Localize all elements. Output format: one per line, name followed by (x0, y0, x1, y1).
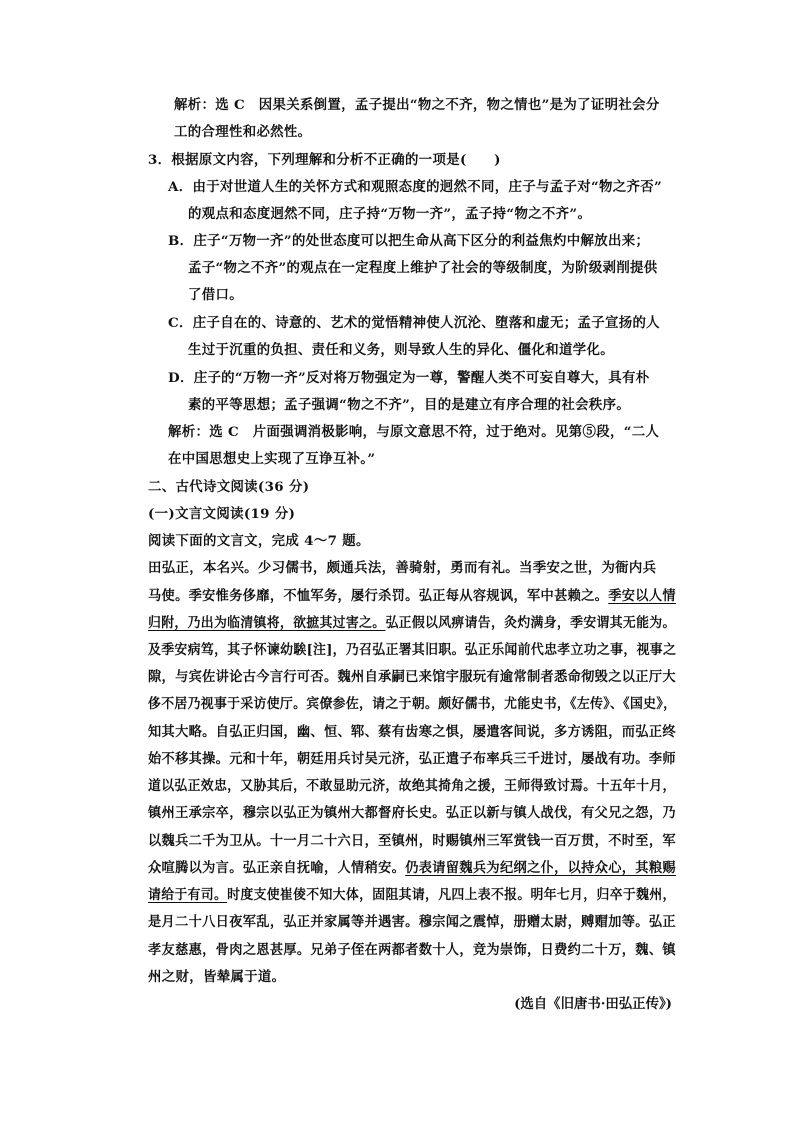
question3-stem: 3．根据原文内容，下列理解和分析不正确的一项是( ) (148, 152, 501, 168)
question3-option-a-line2: 的观点和态度迥然不同，庄子持“万物一齐”，孟子持“物之不齐”。 (188, 206, 592, 222)
question3-option-c-line1: C．庄子自在的、诗意的、艺术的觉悟精神使人沉沦、堕落和虚无；孟子宣扬的人 (168, 315, 660, 331)
passage-source: (选自《旧唐书·田弘正传》) (514, 996, 672, 1012)
underlined-sentence-1-start: 季安以人情 (608, 588, 676, 604)
passage-line-6: 侈不居乃视事于采访使厅。宾僚参佐，请之于朝。颇好儒书，尤能史书，《左传》、《国史》， (148, 696, 677, 712)
passage-line-10: 镇州王承宗卒，穆宗以弘正为镇州大都督府长史。弘正以新与镇人战伐，有父兄之怨，乃 (148, 805, 676, 821)
question3-option-d-line1: D．庄子的“万物一齐”反对将万物强定为一尊，警醒人类不可妄自尊大，具有朴 (168, 370, 650, 386)
passage-line-12 (148, 858, 676, 878)
passage-line-11: 以魏兵二千为卫从。十一月二十六日，至镇州，时赐镇州三军赏钱一百万贯，不时至，军 (148, 833, 676, 849)
passage-line-7: 知其大略。自弘正归国，幽、恒、郓、蔡有齿寒之惧，屡遣客间说，多方诱阻，而弘正终 (148, 724, 676, 740)
question3-option-b-line1: B．庄子“万物一齐”的处世态度可以把生命从高下区分的利益焦灼中解放出来； (168, 233, 650, 249)
passage-line-2 (148, 586, 676, 606)
analysis-q2-line2: 工的合理性和必然性。 (174, 124, 312, 140)
passage-line-16: 州之财，皆辇属于道。 (148, 969, 286, 985)
question3-option-d-line2: 素的平等思想；孟子强调“物之不齐”，目的是建立有序合理的社会秩序。 (188, 397, 631, 413)
passage-line-5: 隙，与宾佐讲论古今言行可否。魏州自承嗣已来馆宇服玩有逾常制者悉命彻毁之以正厅大 (148, 669, 676, 685)
passage-line-8: 始不移其操。元和十年，朝廷用兵讨吴元济，弘正遣子布率兵三千进讨，屡战有功。李师 (148, 751, 676, 767)
question3-analysis-line2: 在中国思想史上实现了互诤互补。” (168, 451, 376, 467)
section-heading: 二、古代诗文阅读(36 分) (148, 479, 310, 495)
subsection-heading: (一)文言文阅读(19 分) (148, 506, 296, 522)
passage-line-1: 田弘正，本名兴。少习儒书，颇通兵法，善骑射，勇而有礼。当季安之世，为衙内兵 (148, 560, 657, 576)
question3-option-b-line3: 了借口。 (188, 287, 243, 303)
passage-line-3 (148, 613, 676, 633)
question3-option-a-line1: A．由于对世道人生的关怀方式和观照态度的迥然不同，庄子与孟子对“物之齐否” (168, 179, 663, 195)
passage-line-4: 及季安病笃，其子怀谏幼騃[注]，乃召弘正署其旧职。弘正乐闻前代忠孝立功之事，视事之 (148, 642, 677, 658)
passage-line-13 (148, 885, 676, 905)
analysis-q2-line1: 解析：选 C 因果关系倒置，孟子提出“物之不齐，物之情也”是为了证明社会分 (174, 97, 660, 113)
question3-option-c-line2: 生过于沉重的负担、责任和义务，则导致人生的异化、僵化和道学化。 (188, 342, 614, 358)
question3-option-b-line2: 孟子“物之不齐”的观点在一定程度上维护了社会的等级制度，为阶级剥削提供 (188, 260, 658, 276)
passage-text: 众喧腾以为言。弘正亲自抚喻，人情稍安。 (148, 860, 406, 876)
passage-text: 弘正假以风痹请告，灸灼满身，季安谓其无能为。 (385, 615, 676, 631)
passage-line-15: 孝友慈惠，骨肉之恩甚厚。兄弟子侄在两都者数十人，竞为崇饰，日费约二十万，魏、镇 (148, 942, 676, 958)
underlined-sentence-2-start: 仍表请留魏兵为纪纲之仆，以持众心，其粮赐 (405, 860, 676, 876)
passage-line-14: 是月二十八日夜军乱，弘正并家属等并遇害。穆宗闻之震悼，册赠太尉，赙赗加等。弘正 (148, 914, 676, 930)
passage-text: 时度支使崔倰不知大体，固阻其请，凡四上表不报。明年七月，归卒于魏州， (227, 887, 676, 903)
passage-line-9: 道以弘正效忠，又胁其后，不敢显助元济，故绝其掎角之援，王师得致讨焉。十五年十月， (148, 778, 676, 794)
reading-instruction: 阅读下面的文言文，完成 4～7 题。 (148, 533, 370, 549)
underlined-sentence-1-end: 归附，乃出为临清镇将，欲摭其过害之。 (148, 615, 386, 631)
underlined-sentence-2-end: 请给于有司。 (148, 887, 228, 903)
passage-text: 马使。季安惟务侈靡，不恤军务，屡行杀罚。弘正每从容规讽，军中甚赖之。 (148, 588, 609, 604)
question3-analysis-line1: 解析：选 C 片面强调消极影响，与原文意思不符，过于绝对。见第⑤段，“二人 (168, 424, 660, 440)
